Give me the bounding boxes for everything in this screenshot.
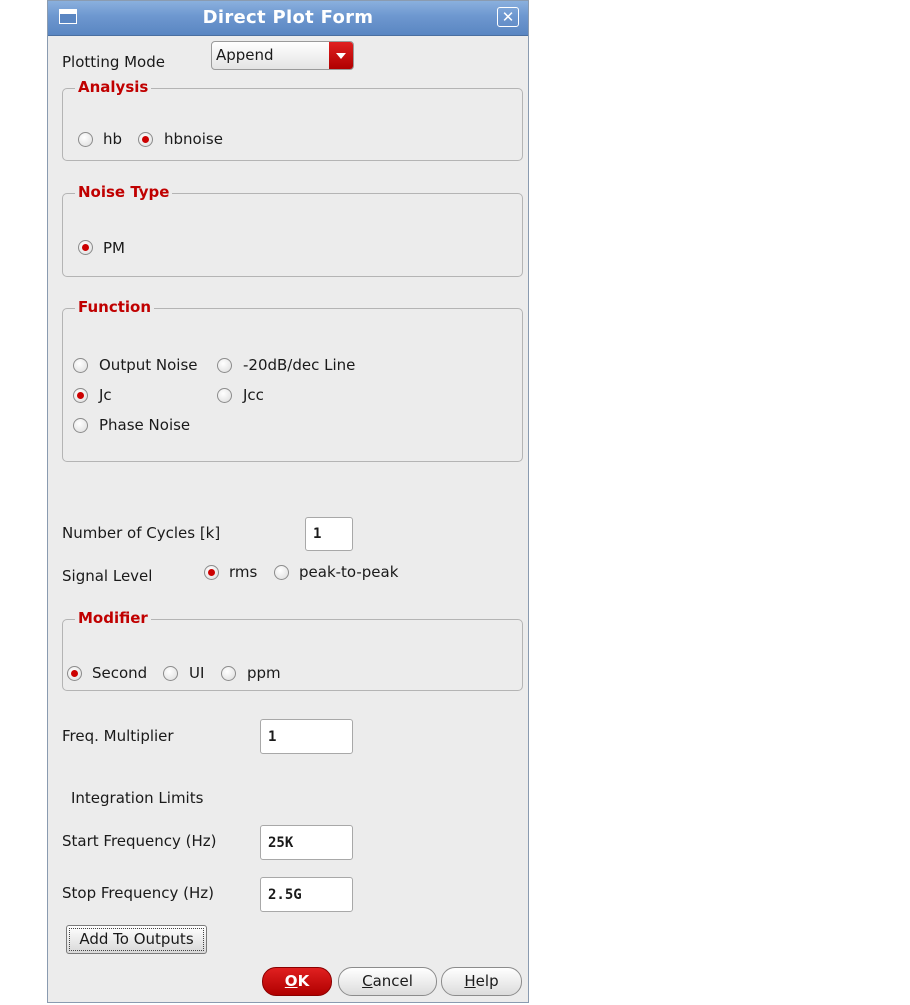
integration-limits-label: Integration Limits <box>71 789 204 807</box>
close-icon[interactable]: ✕ <box>497 7 519 27</box>
function-jc-label: Jc <box>99 386 112 404</box>
cancel-label-rest: ancel <box>372 972 413 990</box>
ok-button[interactable] <box>262 967 332 996</box>
analysis-hb-label: hb <box>103 130 123 148</box>
help-label-rest: elp <box>475 972 499 990</box>
stop-frequency-label: Stop Frequency (Hz) <box>62 884 214 902</box>
ok-label-rest: K <box>297 972 310 990</box>
function-jc-radio[interactable] <box>73 388 88 403</box>
help-mnemonic: H <box>464 972 476 990</box>
signal-level-rms-label: rms <box>229 563 258 581</box>
plotting-mode-label: Plotting Mode <box>62 53 165 71</box>
signal-level-rms-radio[interactable] <box>204 565 219 580</box>
freq-multiplier-label: Freq. Multiplier <box>62 727 174 745</box>
title-bar[interactable] <box>48 1 528 36</box>
cycles-input[interactable] <box>305 517 353 551</box>
function-jcc-label: Jcc <box>243 386 264 404</box>
noise-type-group-title: Noise Type <box>75 182 172 202</box>
function-output-noise-label: Output Noise <box>99 356 198 374</box>
analysis-group <box>62 78 523 161</box>
window-title: Direct Plot Form <box>202 7 374 28</box>
modifier-group-title: Modifier <box>75 608 151 628</box>
function-phase-noise-radio[interactable] <box>73 418 88 433</box>
direct-plot-form-window <box>47 0 529 1003</box>
function-group-title: Function <box>75 297 154 317</box>
analysis-group-title: Analysis <box>75 77 151 97</box>
start-frequency-label: Start Frequency (Hz) <box>62 832 217 850</box>
modifier-ppm-label: ppm <box>247 664 281 682</box>
ok-mnemonic: O <box>284 972 298 990</box>
signal-level-peak-to-peak-radio[interactable] <box>274 565 289 580</box>
modifier-ui-radio[interactable] <box>163 666 178 681</box>
function-20db-line-radio[interactable] <box>217 358 232 373</box>
modifier-ppm-radio[interactable] <box>221 666 236 681</box>
analysis-hbnoise-label: hbnoise <box>164 130 223 148</box>
signal-level-peak-to-peak-label: peak-to-peak <box>299 563 399 581</box>
modifier-group <box>62 609 523 691</box>
cancel-mnemonic: C <box>362 972 373 990</box>
modifier-ui-label: UI <box>189 664 205 682</box>
function-group <box>62 298 523 462</box>
function-20db-line-label: -20dB/dec Line <box>243 356 356 374</box>
chevron-down-icon[interactable] <box>329 42 353 69</box>
noise-type-pm-label: PM <box>103 239 125 257</box>
modifier-second-label: Second <box>92 664 148 682</box>
noise-type-group <box>62 183 523 277</box>
signal-level-label: Signal Level <box>62 567 153 585</box>
plotting-mode-value: Append <box>216 46 274 64</box>
freq-multiplier-input[interactable] <box>260 719 353 754</box>
analysis-hb-radio[interactable] <box>78 132 93 147</box>
modifier-second-radio[interactable] <box>67 666 82 681</box>
stop-frequency-input[interactable] <box>260 877 353 912</box>
noise-type-pm-radio[interactable] <box>78 240 93 255</box>
add-to-outputs-button[interactable]: Add To Outputs <box>66 925 207 954</box>
cycles-label: Number of Cycles [k] <box>62 524 221 542</box>
start-frequency-input[interactable] <box>260 825 353 860</box>
help-button[interactable] <box>441 967 522 996</box>
analysis-hbnoise-radio[interactable] <box>138 132 153 147</box>
plotting-mode-dropdown[interactable] <box>211 41 354 70</box>
function-output-noise-radio[interactable] <box>73 358 88 373</box>
cancel-button[interactable] <box>338 967 437 996</box>
function-jcc-radio[interactable] <box>217 388 232 403</box>
function-phase-noise-label: Phase Noise <box>99 416 191 434</box>
